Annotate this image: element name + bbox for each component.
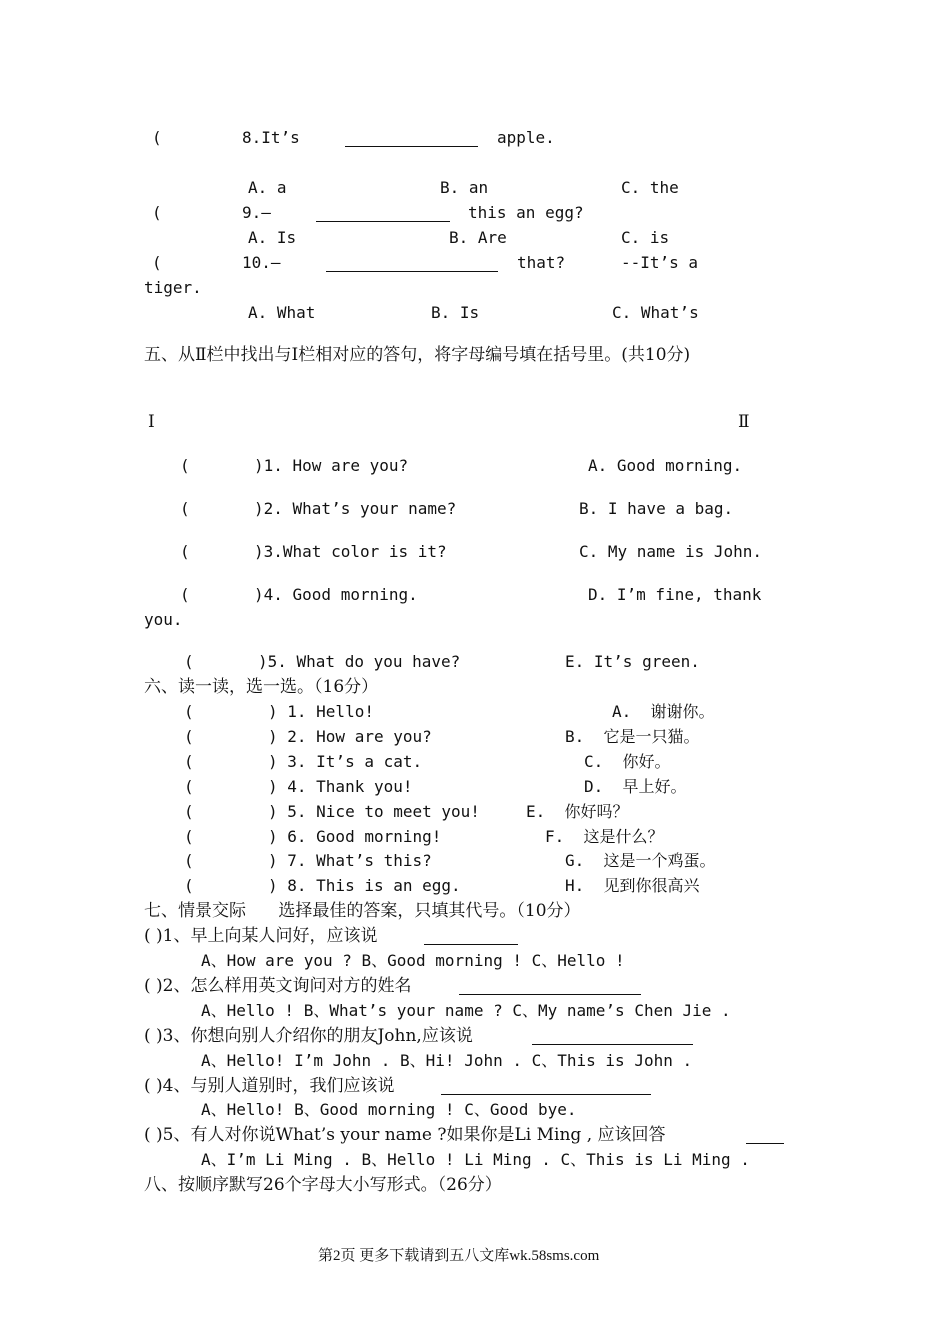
s6-paren: ( (184, 802, 194, 821)
s5-paren: ( (184, 652, 194, 671)
s5-paren: ( (180, 542, 190, 561)
s7-question: ( )3、你想向别人介绍你的朋友John,应该说 (144, 1026, 473, 1046)
q8-stem-end: apple. (497, 128, 555, 147)
s6-paren: ( (184, 727, 194, 746)
s5-question: )4. Good morning. (254, 585, 418, 604)
s6-question: ) 1. Hello! (268, 702, 374, 721)
s6-question: ) 7. What’s this? (268, 851, 432, 870)
s5-paren: ( (180, 456, 190, 475)
s6-answer: C. 你好。 (584, 752, 671, 771)
s7-blank[interactable] (746, 1129, 784, 1144)
s7-blank[interactable] (532, 1030, 693, 1045)
s7-options: A、Hello! B、Good morning ! C、Good bye. (201, 1100, 577, 1119)
q10-blank[interactable] (326, 257, 498, 272)
s5-question: )5. What do you have? (258, 652, 461, 671)
s6-question: ) 4. Thank you! (268, 777, 413, 796)
q10-option-b: B. Is (431, 303, 480, 322)
q10-stem-end: that? (517, 253, 566, 272)
q9-stem-end: this an egg? (468, 203, 584, 222)
s7-blank[interactable] (459, 980, 641, 995)
s6-answer: E. 你好吗？ (526, 802, 629, 821)
s6-paren: ( (184, 702, 194, 721)
section6-title: 六、读一读，选一选。（16分） (144, 677, 379, 697)
s7-options: A、Hello! I’m John . B、Hi! John . C、This is John . (201, 1051, 693, 1070)
s7-question: ( )5、有人对你说What’s your name ?如果你是Li Ming , 应该回答 (144, 1125, 666, 1145)
column-2-header: Ⅱ (738, 412, 750, 432)
q10-option-c: C. What’s (612, 303, 699, 322)
s6-question: ) 6. Good morning! (268, 827, 442, 846)
q10-paren: ( (152, 253, 162, 272)
s6-answer: B. 它是一只猫。 (565, 727, 700, 746)
column-1-header: Ⅰ (148, 412, 155, 432)
q10-wrap: tiger. (144, 278, 202, 297)
s5-paren: ( (180, 499, 190, 518)
q9-option-c: C. is (621, 228, 670, 247)
q9-stem: 9.— (242, 203, 271, 222)
s6-question: ) 8. This is an egg. (268, 876, 461, 895)
s6-question: ) 5. Nice to meet you! (268, 802, 480, 821)
s6-paren: ( (184, 876, 194, 895)
q8-option-c: C. the (621, 178, 679, 197)
s7-question: ( )4、与别人道别时，我们应该说 (144, 1076, 395, 1096)
q8-paren: ( (152, 128, 162, 147)
s5-answer: E. It’s green. (565, 652, 700, 671)
s6-paren: ( (184, 777, 194, 796)
q9-blank[interactable] (316, 207, 450, 222)
s7-blank[interactable] (424, 930, 518, 945)
q8-blank[interactable] (345, 132, 478, 147)
s6-answer: H. 见到你很高兴 (565, 876, 700, 895)
q9-option-a: A. Is (248, 228, 297, 247)
q10-answer: --It’s a (621, 253, 699, 272)
s6-paren: ( (184, 827, 194, 846)
s6-paren: ( (184, 851, 194, 870)
s5-question: )3.What color is it? (254, 542, 447, 561)
s5-answer: B. I have a bag. (579, 499, 734, 518)
q8-option-b: B. an (440, 178, 489, 197)
s6-paren: ( (184, 752, 194, 771)
q8-stem: 8.It’s (242, 128, 300, 147)
s6-answer: D. 早上好。 (584, 777, 687, 796)
s6-question: ) 3. It’s a cat. (268, 752, 423, 771)
s5-question: )2. What’s your name? (254, 499, 457, 518)
s7-options: A、I’m Li Ming . B、Hello ! Li Ming . C、This is Li Ming . (201, 1150, 750, 1169)
s6-answer: G. 这是一个鸡蛋。 (565, 851, 716, 870)
q10-stem: 10.— (242, 253, 281, 272)
s7-options: A、How are you ? B、Good morning ! C、Hello ! (201, 951, 625, 970)
s6-question: ) 2. How are you? (268, 727, 432, 746)
s7-blank[interactable] (441, 1080, 651, 1095)
s7-question: ( )1、早上向某人问好，应该说 (144, 926, 378, 946)
s5-wrap: you. (144, 610, 183, 629)
section7-title: 七、情景交际 选择最佳的答案，只填其代号。（10分） (144, 901, 581, 921)
s6-answer: A. 谢谢你。 (612, 702, 715, 721)
s5-paren: ( (180, 585, 190, 604)
s5-question: )1. How are you? (254, 456, 409, 475)
section5-title: 五、从Ⅱ栏中找出与Ⅰ栏相对应的答句，将字母编号填在括号里。(共10分) (144, 345, 691, 365)
s7-question: ( )2、怎么样用英文询问对方的姓名 (144, 976, 412, 996)
q9-paren: ( (152, 203, 162, 222)
q9-option-b: B. Are (449, 228, 507, 247)
q10-option-a: A. What (248, 303, 316, 322)
s7-options: A、Hello ! B、What’s your name ? C、My name’s Chen Jie . (201, 1001, 731, 1020)
q8-option-a: A. a (248, 178, 287, 197)
s5-answer: D. I’m fine, thank (588, 585, 762, 604)
s5-answer: C. My name is John. (579, 542, 763, 561)
s5-answer: A. Good morning. (588, 456, 743, 475)
s6-answer: F. 这是什么？ (545, 827, 664, 846)
page-footer: 第2页 更多下载请到五八文库wk.58sms.com (318, 1248, 600, 1264)
section8-title: 八、按顺序默写26个字母大小写形式。（26分） (144, 1175, 502, 1195)
